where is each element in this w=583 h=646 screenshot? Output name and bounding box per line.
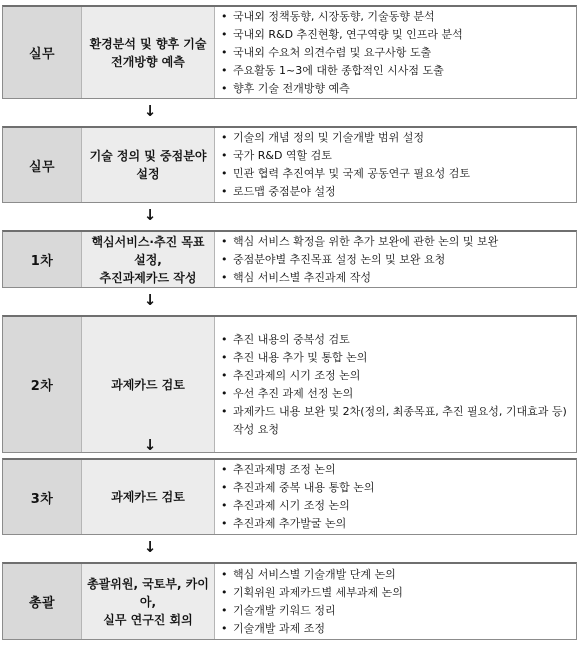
list-item-text: 민관 협력 추진여부 및 국제 공동연구 필요성 검토	[233, 167, 470, 180]
bullet-icon: •	[221, 603, 228, 617]
task-title-line: 실무 연구진 회의	[103, 612, 193, 627]
list-item-text: 기술개발 키워드 정리	[233, 603, 336, 617]
task-title	[82, 128, 215, 202]
list-item	[221, 403, 570, 439]
list-item-text: 추진과제의 시기 조정 논의	[233, 368, 361, 382]
process-step-1	[2, 5, 577, 99]
task-title	[82, 317, 215, 452]
arrow-down-icon: ↓	[143, 538, 157, 556]
list-item	[221, 26, 570, 44]
list-item	[221, 479, 570, 497]
bullet-icon: •	[221, 270, 228, 284]
list-item	[221, 349, 570, 367]
task-title-line: 추진과제카드 작성	[99, 270, 197, 285]
task-title-line: 환경분석 및 향후 기술	[89, 36, 207, 51]
list-item-text: 국내외 수요처 의견수렴 및 요구사항 도출	[233, 45, 432, 59]
list-item	[221, 461, 570, 479]
bullet-icon: •	[221, 252, 228, 266]
bullet-icon: •	[221, 463, 228, 476]
list-item	[221, 602, 570, 620]
task-title	[82, 564, 215, 639]
bullet-icon: •	[221, 621, 228, 635]
bullet-icon: •	[221, 332, 228, 346]
list-item-text: 핵심 서비스별 추진과제 작성	[233, 270, 372, 284]
task-title	[82, 460, 215, 534]
list-item-text: 핵심 서비스별 기술개발 단계 논의	[233, 567, 396, 581]
list-item	[221, 269, 570, 287]
list-item	[221, 251, 570, 269]
list-item	[221, 80, 570, 98]
task-title-line: 과제카드 검토	[111, 490, 185, 504]
detail-list	[215, 460, 576, 534]
process-step-5	[2, 458, 577, 535]
list-item	[221, 165, 570, 183]
detail-list	[215, 128, 576, 202]
process-step-6	[2, 562, 577, 640]
bullet-icon: •	[221, 404, 228, 418]
task-title	[82, 7, 215, 98]
bullet-icon: •	[221, 517, 228, 530]
bullet-icon: •	[221, 131, 228, 144]
task-title	[82, 232, 215, 287]
bullet-icon: •	[221, 585, 228, 599]
arrow-down-icon: ↓	[143, 436, 157, 454]
arrow-down-icon: ↓	[143, 206, 157, 224]
bullet-icon: •	[221, 167, 228, 180]
list-item	[221, 566, 570, 584]
list-item	[221, 584, 570, 602]
process-step-3	[2, 230, 577, 288]
bullet-icon: •	[221, 81, 228, 95]
bullet-icon: •	[221, 63, 228, 77]
arrow-down-icon: ↓	[143, 291, 157, 309]
process-step-4	[2, 315, 577, 453]
task-title-line: 전개방향 예측	[111, 54, 185, 69]
bullet-icon: •	[221, 499, 228, 512]
list-item-text: 향후 기술 전개방향 예측	[233, 81, 350, 95]
list-item-text: 중점분야별 추진목표 설정 논의 및 보완 요청	[233, 252, 446, 266]
list-item	[221, 8, 570, 26]
list-item	[221, 62, 570, 80]
bullet-icon: •	[221, 386, 228, 400]
bullet-icon: •	[221, 368, 228, 382]
stage-label: 실무	[3, 128, 82, 202]
list-item-text: 기술의 개념 정의 및 기술개발 범위 설정	[233, 131, 424, 144]
list-item-text: 추진과제 중복 내용 통합 논의	[233, 481, 375, 494]
list-item	[221, 620, 570, 638]
list-item-text: 핵심 서비스 확정을 위한 추가 보완에 관한 논의 및 보완	[233, 234, 499, 248]
bullet-icon: •	[221, 567, 228, 581]
list-item	[221, 44, 570, 62]
list-item	[221, 497, 570, 515]
stage-label: 1차	[3, 232, 82, 287]
bullet-icon: •	[221, 234, 228, 248]
detail-list	[215, 564, 576, 639]
list-item	[221, 129, 570, 147]
list-item	[221, 183, 570, 201]
task-title-line: 기술 정의 및 중점분야 설정	[89, 149, 207, 181]
list-item	[221, 385, 570, 403]
list-item	[221, 367, 570, 385]
bullet-icon: •	[221, 149, 228, 162]
arrow-down-icon: ↓	[143, 102, 157, 120]
task-title-line: 설정,	[134, 252, 162, 267]
task-title-line: 총괄위원, 국토부, 카이아,	[87, 576, 209, 609]
list-item-text: 기획위원 과제카드별 세부과제 논의	[233, 585, 403, 599]
list-item	[221, 515, 570, 533]
list-item	[221, 147, 570, 165]
detail-list	[215, 7, 576, 98]
list-item-text: 추진 내용의 중복성 검토	[233, 332, 350, 346]
list-item	[221, 331, 570, 349]
list-item-text: 주요활동 1~3에 대한 종합적인 시사점 도출	[233, 63, 444, 77]
stage-label: 실무	[3, 7, 82, 98]
stage-label: 총괄	[3, 564, 82, 639]
bullet-icon: •	[221, 481, 228, 494]
task-title-line: 과제카드 검토	[111, 377, 185, 392]
list-item-text: 추진과제 시기 조정 논의	[233, 499, 350, 512]
detail-list	[215, 232, 576, 287]
bullet-icon: •	[221, 9, 228, 23]
list-item-text: 추진과제 추가발굴 논의	[233, 517, 347, 530]
stage-label: 3차	[3, 460, 82, 534]
list-item-text: 국내외 정책동향, 시장동향, 기술동향 분석	[233, 9, 435, 23]
task-title-line: 핵심서비스·추진 목표	[91, 234, 205, 249]
list-item-text: 추진 내용 추가 및 통합 논의	[233, 350, 368, 364]
list-item-text: 추진과제명 조정 논의	[233, 463, 336, 476]
bullet-icon: •	[221, 185, 228, 198]
bullet-icon: •	[221, 45, 228, 59]
list-item-text: 국내외 R&D 추진현황, 연구역량 및 인프라 분석	[233, 27, 463, 41]
list-item	[221, 233, 570, 251]
list-item-text: 과제카드 내용 보완 및 2차(정의, 최종목표, 추진 필요성, 기대효과 등) 작성 요청	[233, 404, 567, 436]
detail-list	[215, 317, 576, 452]
stage-label: 2차	[3, 317, 82, 452]
list-item-text: 국가 R&D 역할 검토	[233, 149, 332, 162]
list-item-text: 기술개발 과제 조정	[233, 621, 326, 635]
process-step-2	[2, 126, 577, 203]
bullet-icon: •	[221, 350, 228, 364]
bullet-icon: •	[221, 27, 228, 41]
list-item-text: 로드맵 중점분야 설정	[233, 185, 336, 198]
list-item-text: 우선 추진 과제 선정 논의	[233, 386, 354, 400]
